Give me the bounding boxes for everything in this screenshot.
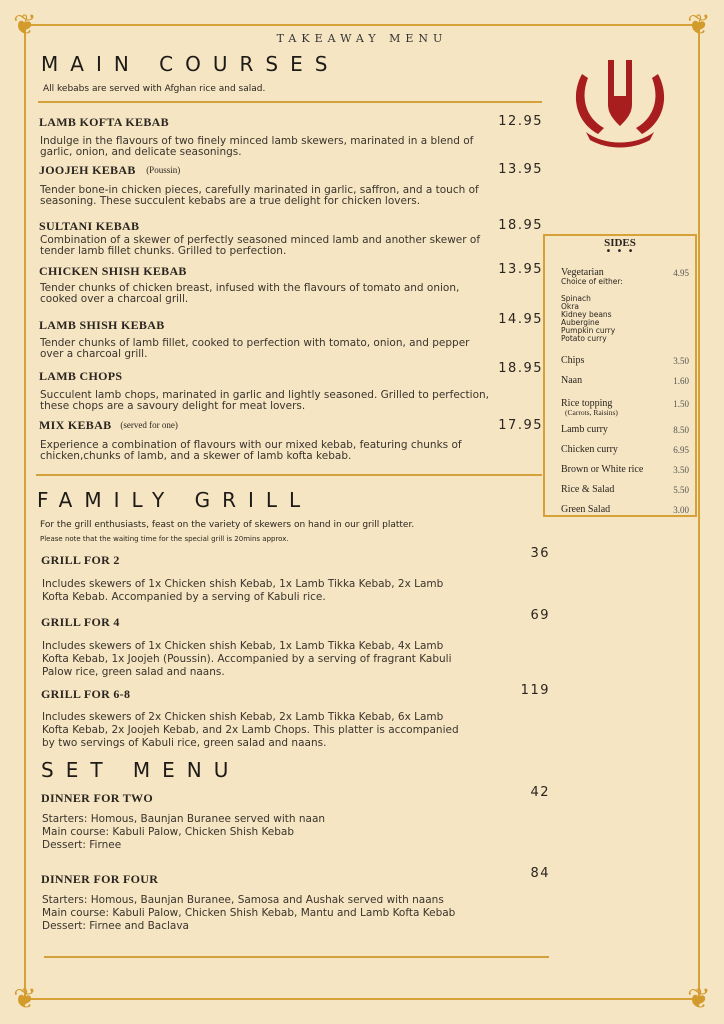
grill-description: Includes skewers of 1x Chicken shish Kebab, 1x Lamb Tikka Kebab, 2x Lamb Kofta Kebab. Accompanied by a serving of Kabuli rice. <box>42 578 444 603</box>
item-description: Combination of a skewer of perfectly seasoned minced lamb and another skewer of tender lamb fillet chunks. Grilled to perfection. <box>40 234 481 257</box>
side-price: 3.50 <box>673 465 689 475</box>
set-line: Starters: Homous, Baunjan Buranee served with naan <box>42 813 326 825</box>
sides-dots: • • • <box>605 246 635 257</box>
family-grill-note: For the grill enthusiasts, feast on the variety of skewers on hand in our grill platter. <box>40 520 415 530</box>
side-name: Vegetarian <box>561 267 604 278</box>
grill-name: GRILL FOR 4 <box>41 615 120 629</box>
ornament-icon: ❦ <box>687 982 711 1015</box>
set-line: Main course: Kabuli Palow, Chicken Shish Kebab <box>42 826 295 838</box>
item-price: 14.95 <box>498 312 543 327</box>
side-name: Naan <box>561 375 583 386</box>
item-description: Succulent lamb chops, marinated in garlic and lightly seasoned. Grilled to perfection, these chops are a savoury delight for meat lovers. <box>40 389 490 412</box>
item-description: Tender chunks of chicken breast, infused with the flavours of tomato and onion, cooked over a charcoal grill. <box>40 282 460 305</box>
veg-option: Spinach <box>561 294 591 303</box>
grill-name: GRILL FOR 6-8 <box>41 687 131 701</box>
restaurant-logo <box>568 56 672 148</box>
veg-option: Pumpkin curry <box>561 326 616 335</box>
side-price: 5.50 <box>673 485 689 495</box>
item-description: Tender chunks of lamb fillet, cooked to perfection with tomato, onion, and pepper over a charcoal grill. <box>40 337 470 360</box>
set-price: 84 <box>530 866 550 881</box>
set-menu-heading: SET MENU <box>41 758 241 782</box>
item-name: CHICKEN SHISH KEBAB <box>39 264 187 278</box>
grill-price: 69 <box>530 608 550 623</box>
veg-option: Potato curry <box>561 334 607 343</box>
item-name: SULTANI KEBAB <box>39 219 140 233</box>
item-name: LAMB CHOPS <box>39 369 123 383</box>
ornament-icon: ❦ <box>13 982 37 1015</box>
set-line: Dessert: Firnee and Baclava <box>42 920 189 932</box>
side-price: 8.50 <box>673 425 689 435</box>
side-price: 4.95 <box>673 268 689 278</box>
item-price: 13.95 <box>498 162 543 177</box>
item-name: LAMB SHISH KEBAB <box>39 318 165 332</box>
item-name: LAMB KOFTA KEBAB <box>39 115 169 129</box>
side-price: 6.95 <box>673 445 689 455</box>
veg-option: Kidney beans <box>561 310 612 319</box>
item-name: JOOJEH KEBAB <box>39 163 136 177</box>
side-price: 3.00 <box>673 505 689 515</box>
item-price: 18.95 <box>498 361 543 376</box>
grill-price: 36 <box>530 546 550 561</box>
side-name: Rice & Salad <box>561 484 615 495</box>
grill-description: Includes skewers of 1x Chicken shish Kebab, 1x Lamb Tikka Kebab, 4x Lamb Kofta Kebab, 1x Joojeh (Poussin). Accompanied by a serving of fragrant Kabuli Palow rice, green salad and naans. <box>42 640 452 678</box>
side-price: 1.50 <box>673 399 689 409</box>
divider <box>38 101 542 103</box>
item-description: Experience a combination of flavours with our mixed kebab, featuring chunks of chicken,chunks of lamb, and a skewer of lamb kofta kebab. <box>40 439 462 462</box>
sides-panel <box>543 234 697 517</box>
family-grill-heading: FAMILY GRILL <box>37 488 313 512</box>
divider <box>44 956 549 958</box>
side-name: Rice topping <box>561 398 613 409</box>
item-price: 18.95 <box>498 218 543 233</box>
item-description: Tender bone-in chicken pieces, carefully marinated in garlic, saffron, and a touch of seasoning. These succulent kebabs are a true delight for chicken lovers. <box>40 184 479 207</box>
family-grill-wait-note: Please note that the waiting time for the special grill is 20mins approx. <box>40 535 289 543</box>
sides-heading: SIDES <box>604 237 636 249</box>
set-price: 42 <box>530 785 550 800</box>
set-line: Main course: Kabuli Palow, Chicken Shish Kebab, Mantu and Lamb Kofta Kebab <box>42 907 456 919</box>
side-name: Green Salad <box>561 504 611 515</box>
veg-option: Aubergine <box>561 318 600 327</box>
item-price: 13.95 <box>498 262 543 277</box>
item-description: Indulge in the flavours of two finely minced lamb skewers, marinated in a blend of garlic, onion, and delicate seasonings. <box>40 135 474 158</box>
item-subtitle: (served for one) <box>120 420 178 430</box>
side-name: Lamb curry <box>561 424 608 435</box>
menu-title: TAKEAWAY MENU <box>276 32 448 45</box>
side-subtitle: (Carrots, Raisins) <box>565 408 618 417</box>
item-price: 17.95 <box>498 418 543 433</box>
set-name: DINNER FOR TWO <box>41 791 153 805</box>
set-line: Starters: Homous, Baunjan Buranee, Samosa and Aushak served with naans <box>42 894 444 906</box>
side-name: Brown or White rice <box>561 464 644 475</box>
side-name: Chicken curry <box>561 444 618 455</box>
side-price: 1.60 <box>673 376 689 386</box>
side-name: Chips <box>561 355 585 366</box>
item-name: MIX KEBAB <box>39 418 112 432</box>
main-courses-heading: MAIN COURSES <box>41 52 340 76</box>
item-price: 12.95 <box>498 114 543 129</box>
ornament-icon: ❦ <box>687 8 711 41</box>
side-price: 3.50 <box>673 356 689 366</box>
grill-description: Includes skewers of 2x Chicken shish Kebab, 2x Lamb Tikka Kebab, 6x Lamb Kofta Kebab, 2x Joojeh Kebab, and 2x Lamb Chops. This platter is accompanied by two servings of Kabuli rice, green salad and naans. <box>42 711 459 749</box>
grill-name: GRILL FOR 2 <box>41 553 120 567</box>
divider <box>36 474 542 476</box>
grill-price: 119 <box>520 683 550 698</box>
set-name: DINNER FOR FOUR <box>41 872 159 886</box>
main-courses-note: All kebabs are served with Afghan rice and salad. <box>43 84 266 94</box>
set-line: Dessert: Firnee <box>42 839 122 851</box>
side-choice: Choice of either: <box>561 277 623 286</box>
veg-option: Okra <box>561 302 579 311</box>
item-subtitle: (Poussin) <box>146 165 181 175</box>
ornament-icon: ❦ <box>13 8 37 41</box>
